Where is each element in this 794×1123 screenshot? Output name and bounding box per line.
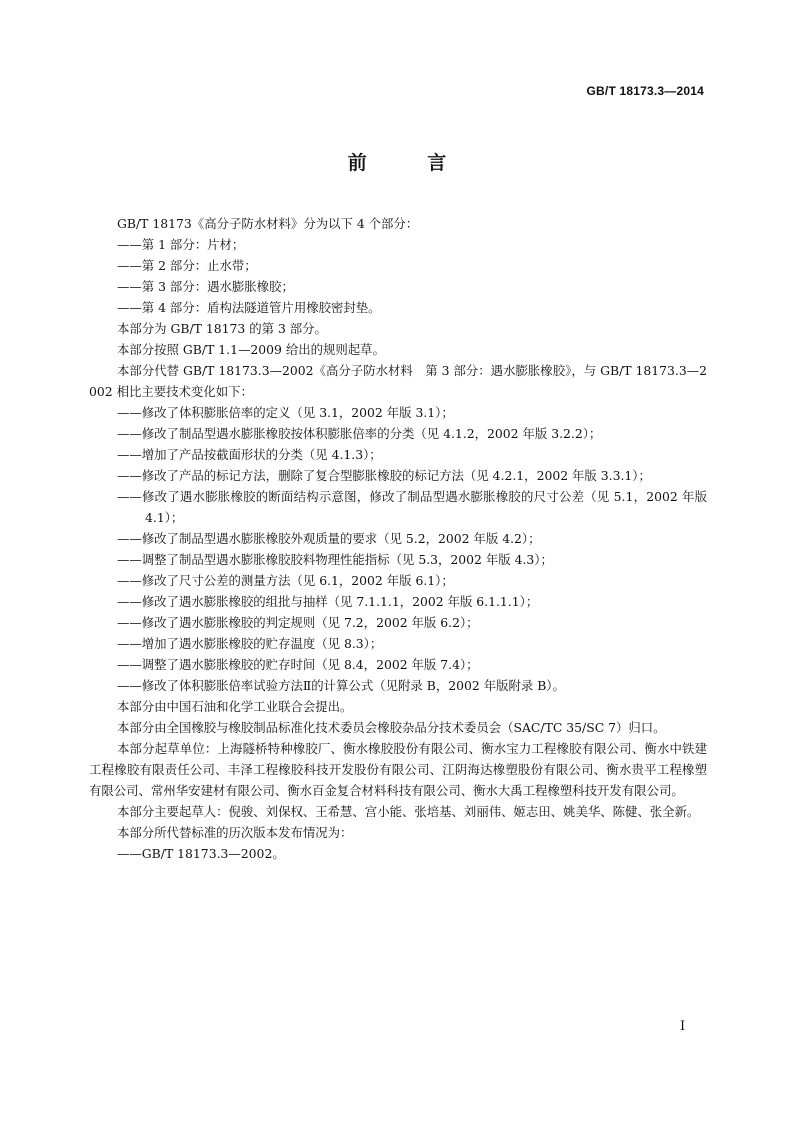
change-list-item: ——修改了遇水膨胀橡胶的组批与抽样（见 7.1.1.1，2002 年版 6.1.1.1）； xyxy=(117,594,539,609)
drafters: 本部分主要起草人：倪骏、刘保权、王希慧、宫小能、张培基、刘丽伟、姬志田、姚美华、陈健、张全新。 xyxy=(117,804,700,819)
change-list-item: ——修改了遇水膨胀橡胶的断面结构示意图，修改了制品型遇水膨胀橡胶的尺寸公差（见 5.1，2002 年版 4.1）； xyxy=(117,489,707,525)
change-list-item: ——修改了遇水膨胀橡胶的判定规则（见 7.2，2002 年版 6.2）； xyxy=(117,615,479,630)
change-list-item: ——调整了制品型遇水膨胀橡胶胶料物理性能指标（见 5.3，2002 年版 4.3）； xyxy=(117,552,553,567)
part-list-item: ——第 3 部分：遇水膨胀橡胶； xyxy=(117,279,294,294)
part-list-item: ——第 4 部分：盾构法隧道管片用橡胶密封垫。 xyxy=(117,300,381,315)
replacement-statement: 本部分代替 GB/T 18173.3—2002《高分子防水材料 第 3 部分：遇水膨胀橡胶》，与 GB/T 18173.3—2002 相比主要技术变化如下： xyxy=(89,363,707,399)
change-list-item: ——修改了制品型遇水膨胀橡胶外观质量的要求（见 5.2，2002 年版 4.2）； xyxy=(117,531,541,546)
page-number: Ⅰ xyxy=(680,1019,686,1034)
change-list-item: ——增加了产品按截面形状的分类（见 4.1.3）； xyxy=(117,447,382,462)
proposer-statement: 本部分由中国石油和化学工业联合会提出。 xyxy=(117,699,353,714)
committee-statement: 本部分由全国橡胶与橡胶制品标准化技术委员会橡胶杂品分技术委员会（SAC/TC 35/SC 7）归口。 xyxy=(117,720,666,735)
drafting-rules-statement: 本部分按照 GB/T 1.1—2009 给出的规则起草。 xyxy=(117,342,385,357)
change-list-item: ——修改了体积膨胀倍率试验方法Ⅱ的计算公式（见附录 B，2002 年版附录 B）。 xyxy=(117,678,565,693)
change-list-item: ——修改了制品型遇水膨胀橡胶按体积膨胀倍率的分类（见 4.1.2，2002 年版 3.2.2）； xyxy=(117,426,602,441)
history-statement: 本部分所代替标准的历次版本发布情况为： xyxy=(117,825,353,840)
part-list-item: ——第 1 部分：片材； xyxy=(117,237,245,252)
history-list-item: ——GB/T 18173.3—2002。 xyxy=(117,846,285,861)
intro-paragraph: GB/T 18173《高分子防水材料》分为以下 4 个部分： xyxy=(117,216,419,231)
page-title: 前 言 xyxy=(347,152,474,174)
standard-number-header: GB/T 18173.3—2014 xyxy=(586,84,704,98)
part-statement: 本部分为 GB/T 18173 的第 3 部分。 xyxy=(117,321,327,336)
change-list-item: ——修改了尺寸公差的测量方法（见 6.1，2002 年版 6.1）； xyxy=(117,573,454,588)
change-list-item: ——修改了产品的标记方法，删除了复合型膨胀橡胶的标记方法（见 4.2.1，2002 年版 3.3.1）； xyxy=(117,468,651,483)
drafting-units: 本部分起草单位：上海隧桥特种橡胶厂、衡水橡胶股份有限公司、衡水宝力工程橡胶有限公司、衡水中铁建工程橡胶有限责任公司、丰泽工程橡胶科技开发股份有限公司、江阴海达橡塑股份有限公司、衡水贵平工程橡塑有限公司、常州华安建材有限公司、衡水百金复合材料科技有限公司、衡水大禹工程橡塑科技开发有限公司。 xyxy=(89,741,707,798)
foreword-body xyxy=(89,213,707,864)
change-list-item: ——修改了体积膨胀倍率的定义（见 3.1，2002 年版 3.1）； xyxy=(117,405,454,420)
part-list-item: ——第 2 部分：止水带； xyxy=(117,258,257,273)
change-list-item: ——增加了遇水膨胀橡胶的贮存温度（见 8.3）； xyxy=(117,636,383,651)
change-list-item: ——调整了遇水膨胀橡胶的贮存时间（见 8.4，2002 年版 7.4）； xyxy=(117,657,479,672)
